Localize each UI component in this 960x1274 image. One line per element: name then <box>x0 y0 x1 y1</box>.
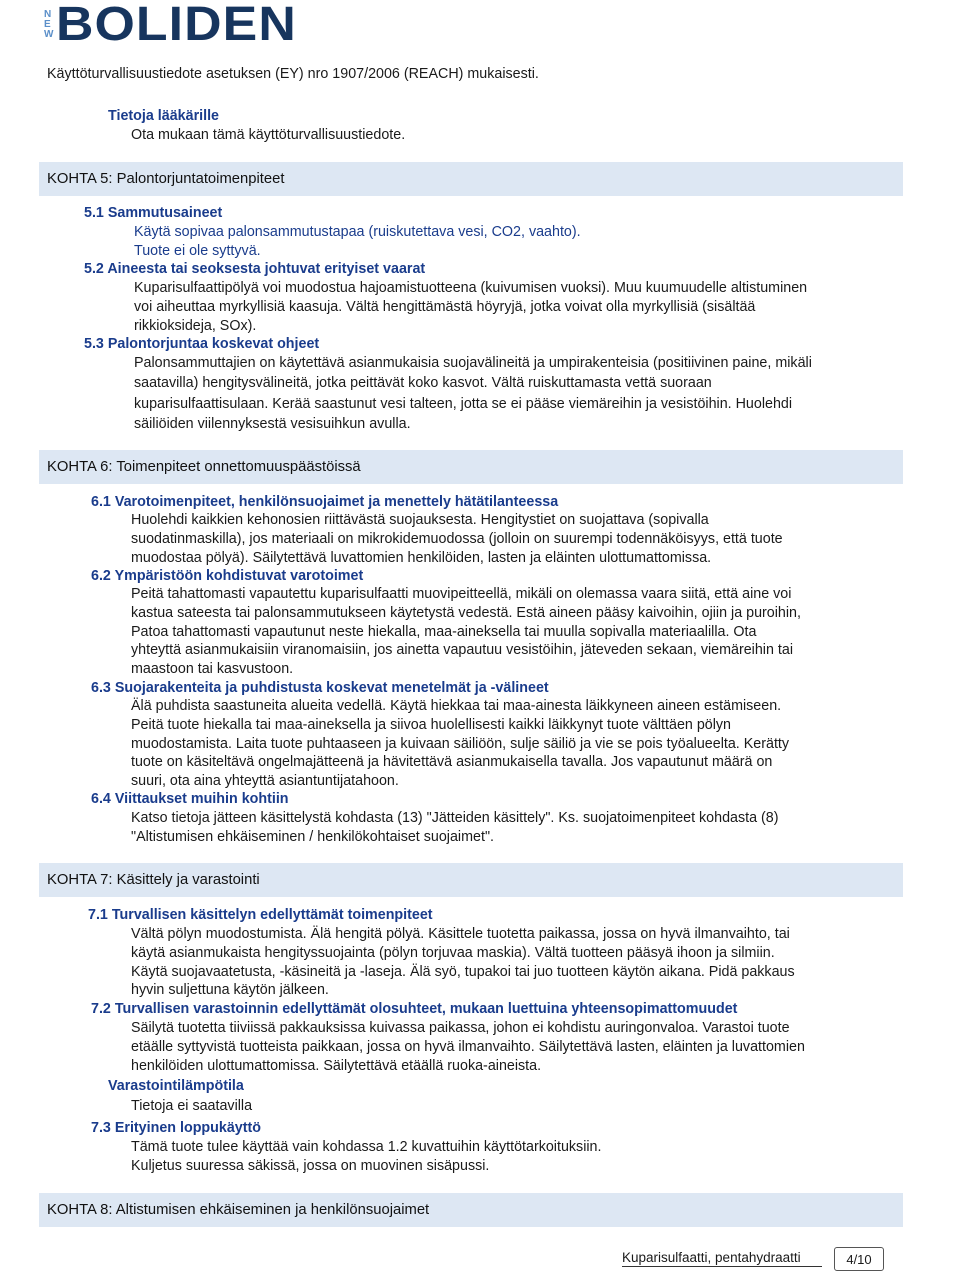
section-6-3-heading: 6.3 Suojarakenteita ja puhdistusta koskevat menetelmät ja -välineet <box>91 680 549 696</box>
text-line: kuparisulfaattisulaan. Kerää saastunut vesi talteen, jotta se ei pääse viemäreihin ja vesistöihin. Huolehdi <box>134 395 793 412</box>
section-6-2-text <box>131 585 801 679</box>
section-7-3-heading: 7.3 Erityinen loppukäyttö <box>91 1120 262 1136</box>
text-line: Patoa tahattomasti vapautunut neste hiekalla, maa-aineksella tai muulla sopivalla materiaalilla. Ota <box>131 623 757 640</box>
section-5-1-text <box>134 223 581 261</box>
section-6-4-text <box>131 809 779 847</box>
section-5-title: KOHTA 5: Palontorjuntatoimenpiteet <box>47 171 285 187</box>
page-number: 4/10 <box>834 1247 884 1271</box>
section-5-header <box>39 162 903 196</box>
footer-product-name: Kuparisulfaatti, pentahydraatti <box>622 1250 801 1265</box>
text-line: Katso tietoja jätteen käsittelystä kohdasta (13) "Jätteiden käsittely". Ks. suojatoimenpiteet kohdasta (8) <box>131 810 779 826</box>
section-7-1-heading: 7.1 Turvallisen käsittelyn edellyttämät toimenpiteet <box>88 907 433 923</box>
section-7-header <box>39 863 903 897</box>
text-line: voi aiheuttaa myrkyllisiä kaasuja. Vältä hengittämästä höyryjä, jotka voivat olla myrkyllisiä (sisältää <box>134 298 756 315</box>
text-line: suodatinmaskilla), jos materiaali on mikrokidemuodossa (jolloin on suurempi todennäköisyys, että tuote <box>131 530 783 547</box>
text-line: saatavilla) hengitysvälineitä, jotka peittävät koko kasvot. Vältä ruiskuttamasta vettä suoraan <box>134 374 712 391</box>
boliden-logo <box>44 0 298 51</box>
footer-divider <box>622 1266 822 1267</box>
section-6-1-heading: 6.1 Varotoimenpiteet, henkilönsuojaimet ja menettely hätätilanteessa <box>91 494 559 510</box>
section-7-3-text <box>131 1138 601 1176</box>
text-line: Käytä sopivaa palonsammutustapaa (ruiskutettava vesi, CO2, vaahto). <box>134 224 581 240</box>
text-line: Kuljetus suuressa säkissä, jossa on muovinen sisäpussi. <box>131 1157 490 1174</box>
section-6-3-text <box>131 697 789 791</box>
doctor-info-heading: Tietoja lääkärille <box>108 108 219 124</box>
section-8-header <box>39 1193 903 1227</box>
text-line: kastua sateesta tai palonsammutukseen käytetystä vedestä. Estä aineen pääsy kaivoihin, ojiin ja puroihin, <box>131 604 801 621</box>
text-line: "Altistumisen ehkäiseminen / henkilökohtaiset suojaimet". <box>131 828 494 845</box>
text-line: hyvin suljettuna käytön jälkeen. <box>131 982 329 999</box>
regulation-line: Käyttöturvallisuustiedote asetuksen (EY) nro 1907/2006 (REACH) mukaisesti. <box>47 66 539 82</box>
doctor-info-text: Ota mukaan tämä käyttöturvallisuustiedote. <box>131 127 406 143</box>
section-5-3-text <box>134 354 812 434</box>
text-line: etäälle syttyvistä tuotteista paikkaan, jossa on hyvä ilmanvaihto. Säilytettävä lasten, eläinten ja luvattomien <box>131 1038 805 1055</box>
section-7-2-text <box>131 1019 805 1075</box>
text-line: rikkioksideja, SOx). <box>134 317 257 334</box>
section-6-4-heading: 6.4 Viittaukset muihin kohtiin <box>91 791 289 807</box>
text-line: henkilöiden ulottumattomissa. Säilytettävä etäällä ruoka-aineista. <box>131 1057 542 1074</box>
logo-wordmark: BOLIDEN <box>56 0 298 51</box>
text-line: Käytä suojavaatetusta, -käsineitä ja -laseja. Älä syö, tupakoi tai juo tuotteen käytön aikana. Pidä pakkaus <box>131 963 795 980</box>
text-line: Peitä tuote hiekalla tai maa-aineksella ja siivoa huolellisesti kaikki läikkynyt tuote välttäen pölyn <box>131 716 731 733</box>
section-5-3-heading: 5.3 Palontorjuntaa koskevat ohjeet <box>84 336 320 352</box>
text-line: Tuote ei ole syttyvä. <box>134 242 261 259</box>
text-line: Palonsammuttajien on käytettävä asianmukaisia suojavälineitä ja umpirakenteisia (positiivinen paine, mikäli <box>134 355 812 371</box>
logo-new-mark: N E W <box>44 9 54 40</box>
text-line: Kuparisulfaattipölyä voi muodostua hajoamistuotteena (kuivumisen vuoksi). Muu kuumuudelle altistuminen <box>134 280 808 296</box>
section-5-1-heading: 5.1 Sammutusaineet <box>84 205 223 221</box>
text-line: käytä asianmukaista hengityssuojainta (pölyn torjuvaa maskia). Vältä tuotteen pääsyä ihoon ja silmiin. <box>131 944 775 961</box>
text-line: suuri, ota aina yhteyttä asiantuntijatahoon. <box>131 773 399 790</box>
section-6-title: KOHTA 6: Toimenpiteet onnettomuuspäästöissä <box>47 459 361 475</box>
text-line: Älä puhdista saastuneita alueita vedellä. Käytä hiekkaa tai maa-ainesta läikkyneen aineen estämiseen. <box>131 698 782 714</box>
text-line: Peitä tahattomasti vapautettu kuparisulfaatti muovipeitteellä, mikäli on olemassa vaara siitä, että aine voi <box>131 586 792 602</box>
section-7-2-heading: 7.2 Turvallisen varastoinnin edellyttämät olosuhteet, mukaan luettuina yhteensopimattomuudet <box>91 1001 738 1017</box>
section-7-title: KOHTA 7: Käsittely ja varastointi <box>47 872 260 888</box>
section-5-2-text <box>134 279 807 335</box>
text-line: yhteyttä asianmukaisiin viranomaisiin, jos ainetta vapautuu vesistöihin, jäteveden sekaan, viemäreihin tai <box>131 642 793 659</box>
text-line: Tämä tuote tulee käyttää vain kohdassa 1.2 kuvattuihin käyttötarkoituksiin. <box>131 1139 602 1155</box>
section-6-1-text <box>131 511 783 567</box>
text-line: Vältä pölyn muodostumista. Älä hengitä pölyä. Käsittele tuotetta paikassa, jossa on hyvä ilmanvaihto, tai <box>131 926 790 942</box>
text-line: muodostaa pölyä). Säilytettävä luvattomien henkilöiden, lasten ja eläinten ulottumattomissa. <box>131 549 712 566</box>
text-line: Huolehdi kaikkien kehonosien riittävästä suojauksesta. Hengitystiet on suojattava (sopivalla <box>131 512 709 528</box>
text-line: Säilytä tuotetta tiiviissä pakkauksissa kuivassa paikassa, johon ei kohdistu auringonvaloa. Varastoi tuote <box>131 1020 790 1036</box>
text-line: maastoon tai kasvustoon. <box>131 661 294 678</box>
section-7-1-text <box>131 925 795 1000</box>
text-line: muodostamista. Laita tuote puhtaaseen ja kuivaan säiliöön, sulje säiliö ja vie se pois työalueelta. Kerätty <box>131 735 790 752</box>
section-5-2-heading: 5.2 Aineesta tai seoksesta johtuvat erityiset vaarat <box>84 261 426 277</box>
text-line: tuote on käsiteltävä ongelmajätteenä ja hävitettävä asianmukaisella tavalla. Jos vapautunut määrä on <box>131 754 773 771</box>
section-6-header <box>39 450 903 484</box>
storage-temperature-heading: Varastointilämpötila <box>108 1078 244 1094</box>
section-6-2-heading: 6.2 Ympäristöön kohdistuvat varotoimet <box>91 568 364 584</box>
text-line: säiliöiden viilennyksestä vesisuihkun avulla. <box>134 415 411 432</box>
storage-temperature-text: Tietoja ei saatavilla <box>131 1098 253 1114</box>
section-8-title: KOHTA 8: Altistumisen ehkäiseminen ja henkilönsuojaimet <box>47 1202 430 1218</box>
